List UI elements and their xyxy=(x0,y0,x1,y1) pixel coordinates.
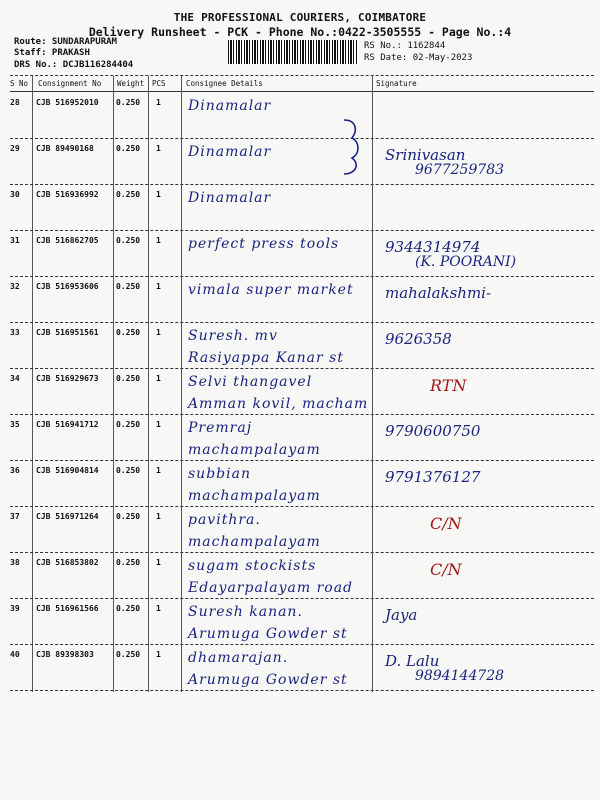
consignee-line: Premraj xyxy=(188,420,253,436)
pieces: 1 xyxy=(156,236,161,245)
column-rule xyxy=(32,76,33,692)
row-divider xyxy=(10,460,594,461)
consignee-line: Dinamalar xyxy=(188,190,272,206)
pieces: 1 xyxy=(156,190,161,199)
column-rule xyxy=(181,76,182,692)
serial-number: 33 xyxy=(10,328,20,337)
consignment-number: CJB 516951561 xyxy=(36,328,99,337)
signature-line: 9894144728 xyxy=(415,668,505,684)
signature-line: 9791376127 xyxy=(385,468,481,486)
consignee-line: Suresh kanan. xyxy=(188,604,303,620)
consignment-number: CJB 516904814 xyxy=(36,466,99,475)
consignment-number: CJB 516936992 xyxy=(36,190,99,199)
pieces: 1 xyxy=(156,328,161,337)
col-consignment: Consignment No xyxy=(38,79,102,88)
serial-number: 32 xyxy=(10,282,20,291)
row-divider xyxy=(10,230,594,231)
serial-number: 30 xyxy=(10,190,20,199)
column-rule xyxy=(113,76,114,692)
pieces: 1 xyxy=(156,512,161,521)
consignment-number: CJB 516862705 xyxy=(36,236,99,245)
consignment-number: CJB 516929673 xyxy=(36,374,99,383)
signature-line: (K. POORANI) xyxy=(415,254,517,270)
serial-number: 34 xyxy=(10,374,20,383)
pieces: 1 xyxy=(156,604,161,613)
consignee-line: subbian xyxy=(188,466,251,482)
staff-label: Staff: PRAKASH xyxy=(14,48,90,58)
drs-number: DRS No.: DCJB116284404 xyxy=(14,60,134,70)
pieces: 1 xyxy=(156,98,161,107)
weight: 0.250 xyxy=(116,282,141,291)
consignee-line: Dinamalar xyxy=(188,98,272,114)
rs-number: RS No.: 1162844 xyxy=(364,41,446,51)
col-sno: S No xyxy=(10,79,29,88)
weight: 0.250 xyxy=(116,650,141,659)
column-rule xyxy=(148,76,149,692)
consignment-number: CJB 516953606 xyxy=(36,282,99,291)
weight: 0.250 xyxy=(116,236,141,245)
consignee-line: vimala super market xyxy=(188,282,354,298)
weight: 0.250 xyxy=(116,466,141,475)
consignee-line: Rasiyappa Kanar st xyxy=(188,350,344,366)
weight: 0.250 xyxy=(116,190,141,199)
consignee-line: pavithra. xyxy=(188,512,261,528)
serial-number: 37 xyxy=(10,512,20,521)
signature-line: C/N xyxy=(430,560,462,579)
row-divider xyxy=(10,414,594,415)
signature-line: Srinivasan xyxy=(385,146,466,164)
consignee-line: Amman kovil, macham xyxy=(188,396,369,412)
col-pcs: PCS xyxy=(152,79,166,88)
signature-line: 9677259783 xyxy=(415,162,505,178)
consignment-number: CJB 89398303 xyxy=(36,650,94,659)
consignee-line: Arumuga Gowder st xyxy=(188,626,348,642)
row-divider xyxy=(10,184,594,185)
signature-line: Jaya xyxy=(385,606,418,624)
bracket-mark xyxy=(338,112,368,182)
consignee-line: dhamarajan. xyxy=(188,650,289,666)
rs-date: RS Date: 02-May-2023 xyxy=(364,53,473,63)
consignee-line: perfect press tools xyxy=(188,236,340,252)
consignment-number: CJB 89490168 xyxy=(36,144,94,153)
consignee-line: machampalayam xyxy=(188,442,321,458)
company-title: THE PROFESSIONAL COURIERS, COIMBATORE xyxy=(173,11,427,24)
row-divider xyxy=(10,690,594,691)
serial-number: 36 xyxy=(10,466,20,475)
row-divider xyxy=(10,506,594,507)
pieces: 1 xyxy=(156,374,161,383)
consignee-line: machampalayam xyxy=(188,534,321,550)
row-divider xyxy=(10,552,594,553)
row-divider xyxy=(10,644,594,645)
serial-number: 31 xyxy=(10,236,20,245)
pieces: 1 xyxy=(156,466,161,475)
consignee-line: machampalayam xyxy=(188,488,321,504)
weight: 0.250 xyxy=(116,328,141,337)
col-consignee: Consignee Details xyxy=(186,79,263,88)
divider xyxy=(10,91,594,92)
signature-line: 9344314974 xyxy=(385,238,481,256)
weight: 0.250 xyxy=(116,374,141,383)
pieces: 1 xyxy=(156,420,161,429)
serial-number: 40 xyxy=(10,650,20,659)
row-divider xyxy=(10,276,594,277)
weight: 0.250 xyxy=(116,604,141,613)
consignment-number: CJB 516853802 xyxy=(36,558,99,567)
column-rule xyxy=(372,76,373,692)
divider xyxy=(10,75,594,76)
pieces: 1 xyxy=(156,558,161,567)
weight: 0.250 xyxy=(116,558,141,567)
signature-line: C/N xyxy=(430,514,462,533)
serial-number: 29 xyxy=(10,144,20,153)
signature-line: 9790600750 xyxy=(385,422,481,440)
weight: 0.250 xyxy=(116,98,141,107)
row-divider xyxy=(10,322,594,323)
weight: 0.250 xyxy=(116,144,141,153)
consignee-line: Edayarpalayam road xyxy=(188,580,354,596)
row-divider xyxy=(10,138,594,139)
weight: 0.250 xyxy=(116,420,141,429)
serial-number: 28 xyxy=(10,98,20,107)
route-label: Route: SUNDARAPURAM xyxy=(14,37,117,47)
col-weight: Weight xyxy=(117,79,145,88)
serial-number: 35 xyxy=(10,420,20,429)
serial-number: 38 xyxy=(10,558,20,567)
consignment-number: CJB 516952010 xyxy=(36,98,99,107)
consignment-number: CJB 516941712 xyxy=(36,420,99,429)
consignee-line: Selvi thangavel xyxy=(188,374,313,390)
signature-line: D. Lalu xyxy=(385,652,440,670)
signature-line: mahalakshmi- xyxy=(385,284,492,302)
weight: 0.250 xyxy=(116,512,141,521)
col-signature: Signature xyxy=(376,79,417,88)
consignee-line: Suresh. mv xyxy=(188,328,278,344)
serial-number: 39 xyxy=(10,604,20,613)
barcode xyxy=(228,40,358,64)
runsheet-subtitle: Delivery Runsheet - PCK - Phone No.:0422-3505555 - Page No.:4 xyxy=(88,25,512,39)
row-divider xyxy=(10,598,594,599)
consignment-number: CJB 516961566 xyxy=(36,604,99,613)
pieces: 1 xyxy=(156,650,161,659)
consignee-line: Arumuga Gowder st xyxy=(188,672,348,688)
pieces: 1 xyxy=(156,282,161,291)
consignee-line: sugam stockists xyxy=(188,558,317,574)
row-divider xyxy=(10,368,594,369)
consignment-number: CJB 516971264 xyxy=(36,512,99,521)
signature-line: 9626358 xyxy=(385,330,452,348)
consignee-line: Dinamalar xyxy=(188,144,272,160)
pieces: 1 xyxy=(156,144,161,153)
signature-line: RTN xyxy=(430,376,467,395)
